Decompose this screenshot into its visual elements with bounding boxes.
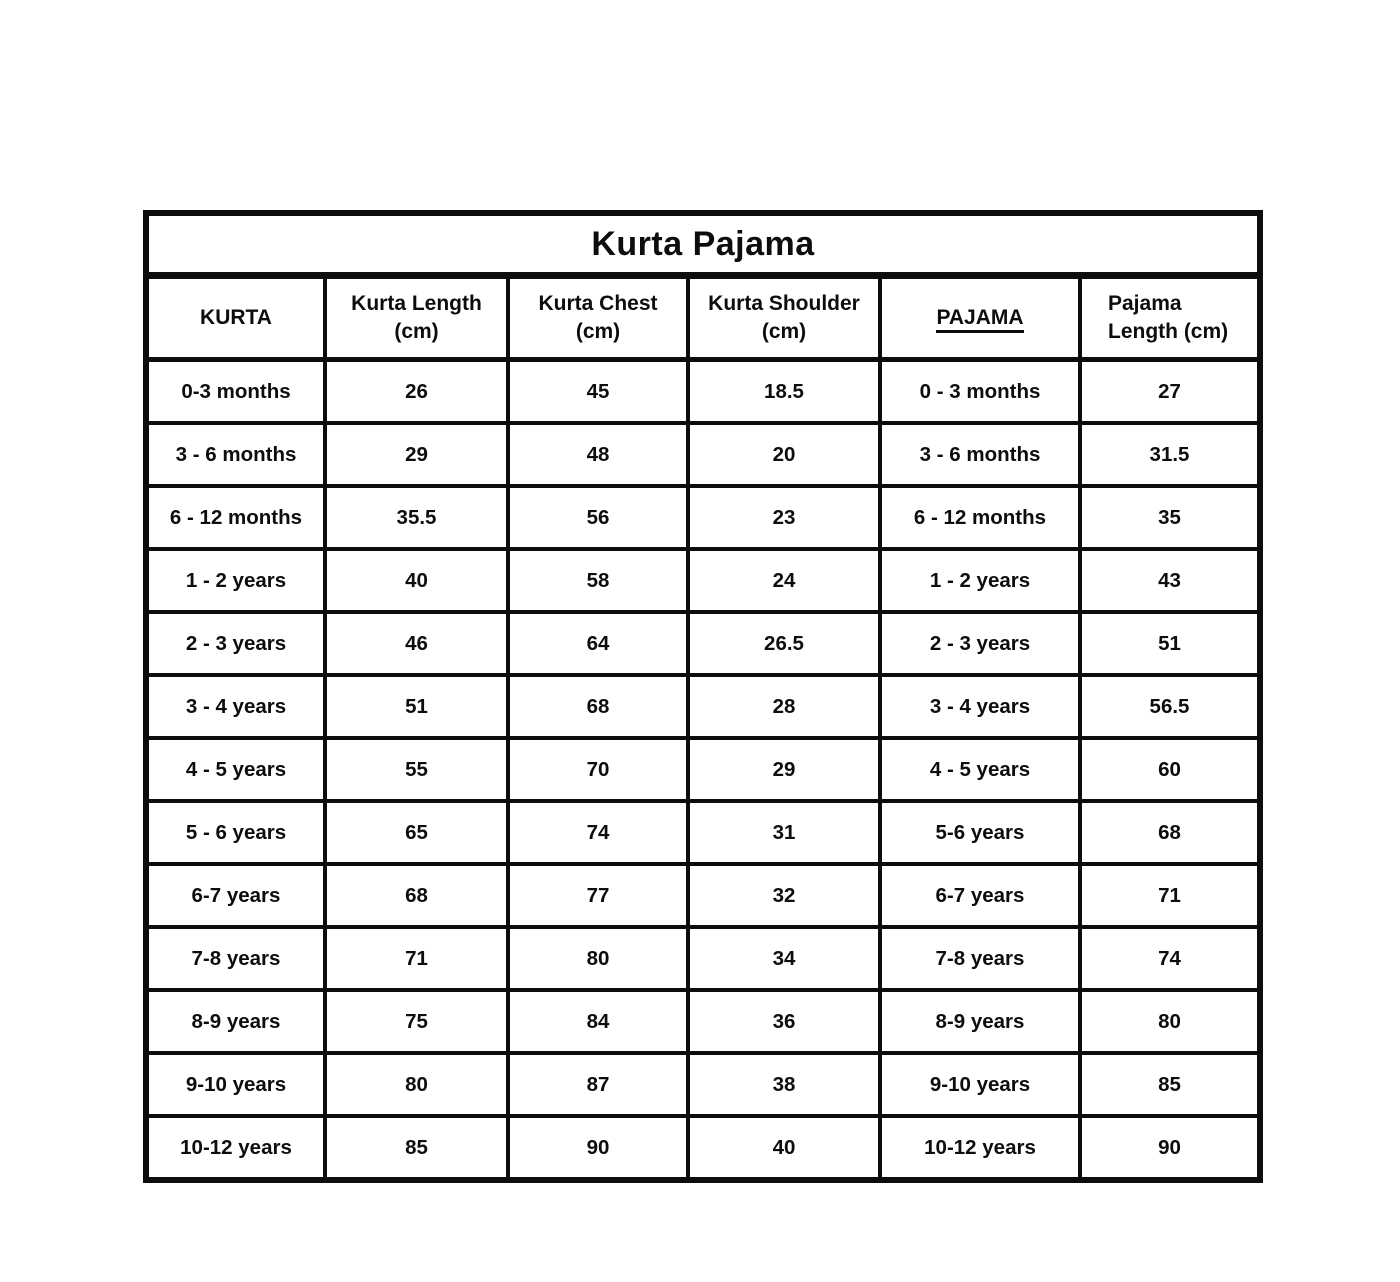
column-header-kurta-chest xyxy=(508,276,688,360)
pajama-length-cell: 60 xyxy=(1080,738,1260,801)
pajama-size-cell: 3 - 4 years xyxy=(880,675,1080,738)
kurta-chest-cell: 80 xyxy=(508,927,688,990)
kurta-length-cell: 68 xyxy=(325,864,508,927)
kurta-length-cell: 85 xyxy=(325,1116,508,1180)
kurta-shoulder-cell: 18.5 xyxy=(688,360,880,424)
kurta-size-cell: 6-7 years xyxy=(146,864,325,927)
column-header-unit: (cm) xyxy=(761,320,807,343)
column-header-label: Kurta Length xyxy=(351,291,482,315)
kurta-length-cell: 75 xyxy=(325,990,508,1053)
table-row xyxy=(146,612,1260,675)
pajama-length-cell: 51 xyxy=(1080,612,1260,675)
pajama-length-cell: 85 xyxy=(1080,1053,1260,1116)
kurta-length-cell: 35.5 xyxy=(325,486,508,549)
kurta-chest-cell: 84 xyxy=(508,990,688,1053)
kurta-chest-cell: 56 xyxy=(508,486,688,549)
kurta-chest-cell: 90 xyxy=(508,1116,688,1180)
kurta-pajama-size-chart xyxy=(143,210,1263,1183)
table-title: Kurta Pajama xyxy=(146,213,1260,276)
kurta-length-cell: 29 xyxy=(325,423,508,486)
pajama-length-cell: 43 xyxy=(1080,549,1260,612)
kurta-size-cell: 3 - 4 years xyxy=(146,675,325,738)
column-header-pajama-length xyxy=(1080,276,1260,360)
pajama-length-cell: 27 xyxy=(1080,360,1260,424)
kurta-length-cell: 46 xyxy=(325,612,508,675)
table-header-row xyxy=(146,276,1260,360)
pajama-size-cell: 1 - 2 years xyxy=(880,549,1080,612)
pajama-size-cell: 5-6 years xyxy=(880,801,1080,864)
column-header-pajama xyxy=(880,276,1080,360)
kurta-size-cell: 0-3 months xyxy=(146,360,325,424)
kurta-chest-cell: 74 xyxy=(508,801,688,864)
table-title-row xyxy=(146,213,1260,276)
kurta-length-cell: 51 xyxy=(325,675,508,738)
pajama-size-cell: 6 - 12 months xyxy=(880,486,1080,549)
table-row xyxy=(146,927,1260,990)
pajama-size-cell: 3 - 6 months xyxy=(880,423,1080,486)
kurta-shoulder-cell: 24 xyxy=(688,549,880,612)
kurta-size-cell: 2 - 3 years xyxy=(146,612,325,675)
table-row xyxy=(146,801,1260,864)
kurta-size-cell: 6 - 12 months xyxy=(146,486,325,549)
pajama-length-cell: 71 xyxy=(1080,864,1260,927)
table-row xyxy=(146,990,1260,1053)
column-header-kurta xyxy=(146,276,325,360)
kurta-size-cell: 10-12 years xyxy=(146,1116,325,1180)
kurta-size-cell: 3 - 6 months xyxy=(146,423,325,486)
kurta-length-cell: 26 xyxy=(325,360,508,424)
kurta-size-cell: 1 - 2 years xyxy=(146,549,325,612)
kurta-size-cell: 4 - 5 years xyxy=(146,738,325,801)
kurta-shoulder-cell: 20 xyxy=(688,423,880,486)
kurta-size-cell: 7-8 years xyxy=(146,927,325,990)
kurta-length-cell: 80 xyxy=(325,1053,508,1116)
kurta-chest-cell: 68 xyxy=(508,675,688,738)
kurta-length-cell: 40 xyxy=(325,549,508,612)
column-header-kurta-length xyxy=(325,276,508,360)
kurta-size-cell: 9-10 years xyxy=(146,1053,325,1116)
kurta-size-cell: 5 - 6 years xyxy=(146,801,325,864)
kurta-chest-cell: 70 xyxy=(508,738,688,801)
kurta-shoulder-cell: 23 xyxy=(688,486,880,549)
pajama-size-cell: 6-7 years xyxy=(880,864,1080,927)
table-row xyxy=(146,486,1260,549)
column-header-label: Kurta Shoulder xyxy=(708,291,860,315)
table-row xyxy=(146,738,1260,801)
kurta-shoulder-cell: 28 xyxy=(688,675,880,738)
pajama-size-cell: 9-10 years xyxy=(880,1053,1080,1116)
column-header-unit: (cm) xyxy=(394,320,439,343)
kurta-shoulder-cell: 36 xyxy=(688,990,880,1053)
pajama-size-cell: 8-9 years xyxy=(880,990,1080,1053)
table-row xyxy=(146,1116,1260,1180)
table-row xyxy=(146,675,1260,738)
pajama-size-cell: 4 - 5 years xyxy=(880,738,1080,801)
column-header-unit: (cm) xyxy=(575,320,621,343)
kurta-length-cell: 65 xyxy=(325,801,508,864)
pajama-length-cell: 56.5 xyxy=(1080,675,1260,738)
table-row xyxy=(146,360,1260,424)
kurta-shoulder-cell: 38 xyxy=(688,1053,880,1116)
column-header-label: KURTA xyxy=(200,305,272,329)
pajama-length-cell: 90 xyxy=(1080,1116,1260,1180)
column-header-label: Pajama xyxy=(1108,291,1182,315)
kurta-length-cell: 55 xyxy=(325,738,508,801)
kurta-length-cell: 71 xyxy=(325,927,508,990)
kurta-chest-cell: 64 xyxy=(508,612,688,675)
kurta-chest-cell: 87 xyxy=(508,1053,688,1116)
kurta-chest-cell: 77 xyxy=(508,864,688,927)
kurta-shoulder-cell: 32 xyxy=(688,864,880,927)
pajama-size-cell: 7-8 years xyxy=(880,927,1080,990)
pajama-length-cell: 80 xyxy=(1080,990,1260,1053)
kurta-chest-cell: 48 xyxy=(508,423,688,486)
column-header-unit: Length (cm) xyxy=(1108,320,1229,343)
pajama-length-cell: 35 xyxy=(1080,486,1260,549)
pajama-size-cell: 0 - 3 months xyxy=(880,360,1080,424)
pajama-size-cell: 2 - 3 years xyxy=(880,612,1080,675)
kurta-size-cell: 8-9 years xyxy=(146,990,325,1053)
kurta-shoulder-cell: 31 xyxy=(688,801,880,864)
column-header-label: PAJAMA xyxy=(936,306,1023,333)
kurta-chest-cell: 58 xyxy=(508,549,688,612)
column-header-kurta-shoulder xyxy=(688,276,880,360)
pajama-length-cell: 31.5 xyxy=(1080,423,1260,486)
table-row xyxy=(146,864,1260,927)
kurta-shoulder-cell: 29 xyxy=(688,738,880,801)
table-row xyxy=(146,423,1260,486)
kurta-chest-cell: 45 xyxy=(508,360,688,424)
table-row xyxy=(146,1053,1260,1116)
table-row xyxy=(146,549,1260,612)
column-header-label: Kurta Chest xyxy=(538,291,658,315)
kurta-shoulder-cell: 40 xyxy=(688,1116,880,1180)
pajama-length-cell: 74 xyxy=(1080,927,1260,990)
kurta-shoulder-cell: 34 xyxy=(688,927,880,990)
pajama-size-cell: 10-12 years xyxy=(880,1116,1080,1180)
kurta-shoulder-cell: 26.5 xyxy=(688,612,880,675)
pajama-length-cell: 68 xyxy=(1080,801,1260,864)
